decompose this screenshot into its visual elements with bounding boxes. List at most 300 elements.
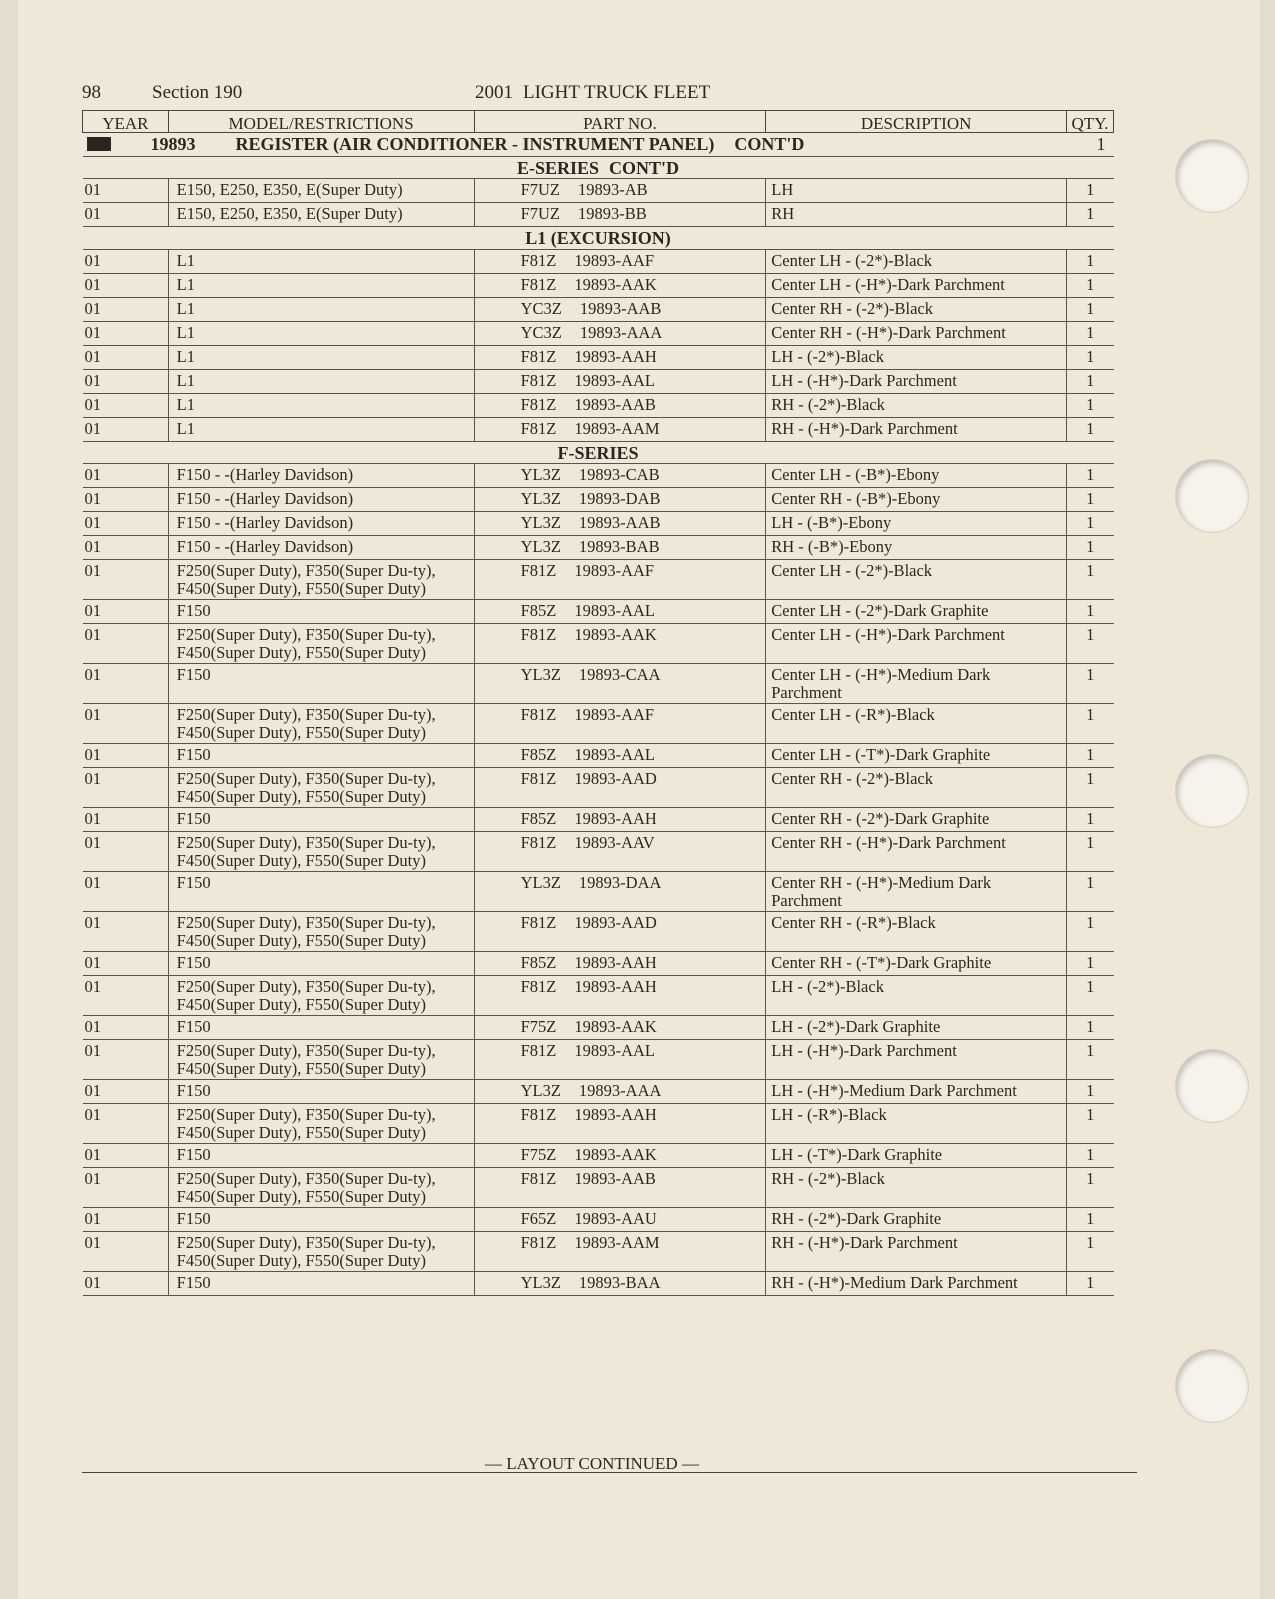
model-cell: F250(Super Duty), F350(Super Du-ty), F450(Super Duty), F550(Super Duty) xyxy=(168,976,474,1016)
table-row xyxy=(83,872,1114,912)
part-prefix: F81Z xyxy=(520,1041,557,1060)
series-heading-row xyxy=(83,441,1114,464)
part-prefix: F81Z xyxy=(520,769,557,788)
description-cell: Center LH - (-H*)-Dark Parchment xyxy=(766,273,1067,297)
model-cell: F250(Super Duty), F350(Super Du-ty), F450(Super Duty), F550(Super Duty) xyxy=(168,832,474,872)
year-cell: 01 xyxy=(83,1144,169,1168)
year-cell: 01 xyxy=(83,832,169,872)
part-base: 19893-AAH xyxy=(574,809,657,828)
year-cell: 01 xyxy=(83,273,169,297)
binder-hole xyxy=(1176,140,1248,212)
table-row xyxy=(83,464,1114,488)
year-cell: 01 xyxy=(83,464,169,488)
table-row xyxy=(83,203,1114,227)
part-number-cell xyxy=(474,560,766,600)
description-cell: Center RH - (-H*)-Dark Parchment xyxy=(766,832,1067,872)
part-base: 19893-AAD xyxy=(574,913,657,932)
description-cell: Center LH - (-T*)-Dark Graphite xyxy=(766,744,1067,768)
part-number-cell xyxy=(474,1208,766,1232)
model-cell: L1 xyxy=(168,345,474,369)
part-number-cell xyxy=(474,744,766,768)
model-cell: F150 xyxy=(168,1272,474,1296)
model-cell: F250(Super Duty), F350(Super Du-ty), F450(Super Duty), F550(Super Duty) xyxy=(168,624,474,664)
description-cell: LH - (-2*)-Black xyxy=(766,345,1067,369)
part-prefix: F81Z xyxy=(520,1233,557,1252)
part-base: 19893-BAA xyxy=(578,1273,661,1292)
year-cell: 01 xyxy=(83,1208,169,1232)
part-number-cell xyxy=(474,704,766,744)
year-cell: 01 xyxy=(83,297,169,321)
qty-cell: 1 xyxy=(1067,912,1114,952)
part-number-cell xyxy=(474,872,766,912)
table-row xyxy=(83,488,1114,512)
part-base: 19893-AAB xyxy=(574,394,656,414)
model-cell: F250(Super Duty), F350(Super Du-ty), F450(Super Duty), F550(Super Duty) xyxy=(168,912,474,952)
description-cell: Center RH - (-T*)-Dark Graphite xyxy=(766,952,1067,976)
part-prefix: F81Z xyxy=(520,418,557,438)
part-prefix: F81Z xyxy=(520,274,557,294)
series-title: F-SERIES xyxy=(557,442,639,463)
year-cell: 01 xyxy=(83,393,169,417)
table-row xyxy=(83,1208,1114,1232)
part-number-cell xyxy=(474,345,766,369)
part-base: 19893-AAA xyxy=(578,1081,662,1100)
table-row xyxy=(83,952,1114,976)
part-number-cell xyxy=(474,600,766,624)
register-heading-row xyxy=(83,133,1114,157)
qty-cell: 1 xyxy=(1067,744,1114,768)
table-row xyxy=(83,664,1114,704)
part-prefix: YL3Z xyxy=(520,1081,561,1100)
part-base: 19893-AAM xyxy=(574,418,660,438)
table-row xyxy=(83,393,1114,417)
table-row xyxy=(83,1080,1114,1104)
year-cell: 01 xyxy=(83,704,169,744)
binder-hole xyxy=(1176,1350,1248,1422)
qty-cell: 1 xyxy=(1067,1168,1114,1208)
table-row xyxy=(83,704,1114,744)
description-cell: Center LH - (-H*)-Medium Dark Parchment xyxy=(766,664,1067,704)
qty-cell: 1 xyxy=(1067,249,1114,273)
part-prefix: F81Z xyxy=(520,394,557,414)
table-row xyxy=(83,1232,1114,1272)
model-cell: F150 xyxy=(168,664,474,704)
description-cell: RH - (-H*)-Dark Parchment xyxy=(766,1232,1067,1272)
part-prefix: F7UZ xyxy=(520,204,560,223)
register-qty: 1 xyxy=(1096,134,1106,154)
part-number-cell xyxy=(474,1168,766,1208)
qty-cell: 1 xyxy=(1067,488,1114,512)
part-number-cell xyxy=(474,1040,766,1080)
part-number-cell xyxy=(474,1144,766,1168)
part-prefix: F81Z xyxy=(520,250,557,270)
part-number-cell xyxy=(474,1080,766,1104)
part-number-cell xyxy=(474,912,766,952)
year-cell: 01 xyxy=(83,1168,169,1208)
part-base: 19893-AAA xyxy=(579,322,663,342)
part-base: 19893-CAB xyxy=(578,465,660,484)
series-heading xyxy=(83,441,1114,464)
part-prefix: YC3Z xyxy=(520,322,562,342)
part-base: 19893-AAB xyxy=(579,298,662,318)
part-base: 19893-AAH xyxy=(574,346,657,366)
description-cell: RH - (-H*)-Dark Parchment xyxy=(766,417,1067,441)
part-number-cell xyxy=(474,488,766,512)
table-row xyxy=(83,417,1114,441)
part-prefix: F81Z xyxy=(520,370,557,390)
part-number-cell xyxy=(474,1016,766,1040)
part-base: 19893-AAV xyxy=(574,833,655,852)
description-cell: Center LH - (-2*)-Black xyxy=(766,249,1067,273)
model-cell: F250(Super Duty), F350(Super Du-ty), F450(Super Duty), F550(Super Duty) xyxy=(168,768,474,808)
series-heading xyxy=(83,227,1114,250)
model-cell: L1 xyxy=(168,369,474,393)
table-row xyxy=(83,536,1114,560)
part-base: 19893-DAA xyxy=(578,873,662,892)
description-cell: RH - (-H*)-Medium Dark Parchment xyxy=(766,1272,1067,1296)
part-base: 19893-BB xyxy=(578,204,647,223)
page-title xyxy=(475,82,710,104)
year-cell: 01 xyxy=(83,624,169,664)
part-number-cell xyxy=(474,768,766,808)
qty-cell: 1 xyxy=(1067,1040,1114,1080)
table-row xyxy=(83,1104,1114,1144)
table-row xyxy=(83,832,1114,872)
model-cell: L1 xyxy=(168,297,474,321)
part-number-cell xyxy=(474,297,766,321)
table-row xyxy=(83,600,1114,624)
series-heading xyxy=(83,156,1114,179)
part-prefix: F81Z xyxy=(520,1105,557,1124)
register-cont: CONT'D xyxy=(734,134,805,154)
series-cont: CONT'D xyxy=(609,157,680,178)
table-row xyxy=(83,273,1114,297)
description-cell: RH - (-B*)-Ebony xyxy=(766,536,1067,560)
qty-cell: 1 xyxy=(1067,417,1114,441)
description-cell: LH xyxy=(766,179,1067,203)
part-number-cell xyxy=(474,203,766,227)
part-number-cell xyxy=(474,273,766,297)
year-cell: 01 xyxy=(83,321,169,345)
binder-hole xyxy=(1176,1050,1248,1122)
part-prefix: F81Z xyxy=(520,625,557,644)
year-cell: 01 xyxy=(83,488,169,512)
register-heading xyxy=(83,133,1114,157)
description-cell: LH - (-R*)-Black xyxy=(766,1104,1067,1144)
description-cell: RH xyxy=(766,203,1067,227)
year-cell: 01 xyxy=(83,1104,169,1144)
table-row xyxy=(83,912,1114,952)
qty-cell: 1 xyxy=(1067,1208,1114,1232)
table-row xyxy=(83,1144,1114,1168)
parts-table-body xyxy=(83,133,1114,1296)
model-cell: F150 xyxy=(168,600,474,624)
qty-cell: 1 xyxy=(1067,768,1114,808)
model-cell: F250(Super Duty), F350(Super Du-ty), F450(Super Duty), F550(Super Duty) xyxy=(168,1040,474,1080)
model-cell: F150 xyxy=(168,1144,474,1168)
description-cell: Center RH - (-2*)-Dark Graphite xyxy=(766,808,1067,832)
model-cell: F150 xyxy=(168,1208,474,1232)
description-cell: RH - (-2*)-Black xyxy=(766,393,1067,417)
part-prefix: YL3Z xyxy=(520,537,561,556)
part-prefix: YL3Z xyxy=(520,513,561,532)
table-row xyxy=(83,808,1114,832)
year-cell: 01 xyxy=(83,369,169,393)
part-base: 19893-AAK xyxy=(574,1145,657,1164)
description-cell: Center RH - (-B*)-Ebony xyxy=(766,488,1067,512)
layout-continued-note: — LAYOUT CONTINUED — xyxy=(485,1454,699,1473)
qty-cell: 1 xyxy=(1067,273,1114,297)
description-cell: Center LH - (-2*)-Black xyxy=(766,560,1067,600)
part-prefix: YL3Z xyxy=(520,873,561,892)
table-row xyxy=(83,512,1114,536)
part-prefix: F7UZ xyxy=(520,180,560,199)
part-number-cell xyxy=(474,369,766,393)
part-base: 19893-AAD xyxy=(574,769,657,788)
description-cell: LH - (-2*)-Dark Graphite xyxy=(766,1016,1067,1040)
qty-cell: 1 xyxy=(1067,1232,1114,1272)
part-number-cell xyxy=(474,417,766,441)
year-cell: 01 xyxy=(83,976,169,1016)
year-cell: 01 xyxy=(83,179,169,203)
part-base: 19893-AB xyxy=(578,180,648,199)
series-title: L1 (EXCURSION) xyxy=(525,228,671,248)
binder-hole xyxy=(1176,755,1248,827)
part-number-cell xyxy=(474,832,766,872)
year-cell: 01 xyxy=(83,912,169,952)
footer-rule xyxy=(82,1472,1137,1473)
description-cell: LH - (-B*)-Ebony xyxy=(766,512,1067,536)
qty-cell: 1 xyxy=(1067,664,1114,704)
title-text: LIGHT TRUCK FLEET xyxy=(523,82,711,103)
column-header-row xyxy=(83,111,1114,133)
series-heading-row xyxy=(83,227,1114,250)
description-cell: RH - (-2*)-Black xyxy=(766,1168,1067,1208)
table-row xyxy=(83,369,1114,393)
year-cell: 01 xyxy=(83,203,169,227)
model-cell: F150 xyxy=(168,952,474,976)
model-cell: F150 - -(Harley Davidson) xyxy=(168,536,474,560)
table-row xyxy=(83,179,1114,203)
part-base: 19893-AAF xyxy=(574,561,655,580)
part-base: 19893-AAH xyxy=(574,1105,657,1124)
qty-cell: 1 xyxy=(1067,179,1114,203)
year-cell: 01 xyxy=(83,512,169,536)
section-label: Section 190 xyxy=(152,82,243,103)
qty-cell: 1 xyxy=(1067,872,1114,912)
part-number-cell xyxy=(474,1272,766,1296)
year-cell: 01 xyxy=(83,768,169,808)
description-cell: Center RH - (-H*)-Medium Dark Parchment xyxy=(766,872,1067,912)
table-row xyxy=(83,1016,1114,1040)
description-cell: Center RH - (-H*)-Dark Parchment xyxy=(766,321,1067,345)
model-cell: L1 xyxy=(168,321,474,345)
part-prefix: F85Z xyxy=(520,809,557,828)
col-year-header: YEAR xyxy=(83,111,169,133)
part-number-cell xyxy=(474,249,766,273)
part-number-cell xyxy=(474,1104,766,1144)
part-prefix: F81Z xyxy=(520,705,557,724)
part-base: 19893-AAB xyxy=(574,1169,656,1188)
table-row xyxy=(83,345,1114,369)
qty-cell: 1 xyxy=(1067,1272,1114,1296)
part-prefix: F85Z xyxy=(520,745,557,764)
part-prefix: F85Z xyxy=(520,601,557,620)
description-cell: Center LH - (-B*)-Ebony xyxy=(766,464,1067,488)
model-cell: F150 - -(Harley Davidson) xyxy=(168,464,474,488)
part-number-cell xyxy=(474,464,766,488)
year-cell: 01 xyxy=(83,952,169,976)
part-prefix: YL3Z xyxy=(520,665,561,684)
description-cell: LH - (-2*)-Black xyxy=(766,976,1067,1016)
part-number-cell xyxy=(474,536,766,560)
part-number-cell xyxy=(474,664,766,704)
part-prefix: YL3Z xyxy=(520,465,561,484)
year-cell: 01 xyxy=(83,1272,169,1296)
description-cell: Center RH - (-2*)-Black xyxy=(766,297,1067,321)
qty-cell: 1 xyxy=(1067,297,1114,321)
part-prefix: F81Z xyxy=(520,977,557,996)
page-number: 98 xyxy=(82,82,101,103)
model-cell: F250(Super Duty), F350(Super Du-ty), F450(Super Duty), F550(Super Duty) xyxy=(168,704,474,744)
year-cell: 01 xyxy=(83,417,169,441)
qty-cell: 1 xyxy=(1067,1144,1114,1168)
model-cell: F250(Super Duty), F350(Super Du-ty), F450(Super Duty), F550(Super Duty) xyxy=(168,1232,474,1272)
year-cell: 01 xyxy=(83,600,169,624)
qty-cell: 1 xyxy=(1067,976,1114,1016)
description-cell: LH - (-H*)-Dark Parchment xyxy=(766,1040,1067,1080)
part-base: 19893-CAA xyxy=(578,665,661,684)
part-base: 19893-AAH xyxy=(574,953,657,972)
part-base: 19893-AAL xyxy=(574,745,655,764)
part-base: 19893-AAK xyxy=(574,1017,657,1036)
part-prefix: F81Z xyxy=(520,561,557,580)
qty-cell: 1 xyxy=(1067,203,1114,227)
table-row xyxy=(83,976,1114,1016)
part-base: 19893-AAF xyxy=(574,705,655,724)
model-cell: L1 xyxy=(168,249,474,273)
part-base: 19893-DAB xyxy=(578,489,661,508)
part-number-cell xyxy=(474,393,766,417)
model-cell: F150 - -(Harley Davidson) xyxy=(168,512,474,536)
parts-table xyxy=(82,110,1114,1296)
qty-cell: 1 xyxy=(1067,1080,1114,1104)
model-cell: F150 xyxy=(168,744,474,768)
qty-cell: 1 xyxy=(1067,321,1114,345)
model-cell: F150 xyxy=(168,1080,474,1104)
qty-cell: 1 xyxy=(1067,536,1114,560)
description-cell: Center LH - (-2*)-Dark Graphite xyxy=(766,600,1067,624)
col-description-header: DESCRIPTION xyxy=(766,111,1067,133)
table-row xyxy=(83,624,1114,664)
table-row xyxy=(83,560,1114,600)
part-prefix: F75Z xyxy=(520,1145,557,1164)
table-row xyxy=(83,321,1114,345)
qty-cell: 1 xyxy=(1067,952,1114,976)
year-cell: 01 xyxy=(83,808,169,832)
qty-cell: 1 xyxy=(1067,560,1114,600)
model-cell: F250(Super Duty), F350(Super Du-ty), F450(Super Duty), F550(Super Duty) xyxy=(168,560,474,600)
part-base: 19893-AAL xyxy=(574,370,655,390)
qty-cell: 1 xyxy=(1067,464,1114,488)
binder-hole xyxy=(1176,460,1248,532)
year-cell: 01 xyxy=(83,345,169,369)
model-cell: E150, E250, E350, E(Super Duty) xyxy=(168,179,474,203)
part-base: 19893-AAF xyxy=(574,250,655,270)
description-cell: Center RH - (-R*)-Black xyxy=(766,912,1067,952)
col-model-header: MODEL/RESTRICTIONS xyxy=(168,111,474,133)
table-row xyxy=(83,249,1114,273)
table-row xyxy=(83,1168,1114,1208)
model-cell: F250(Super Duty), F350(Super Du-ty), F450(Super Duty), F550(Super Duty) xyxy=(168,1104,474,1144)
part-base: 19893-AAL xyxy=(574,601,655,620)
model-cell: L1 xyxy=(168,417,474,441)
qty-cell: 1 xyxy=(1067,1016,1114,1040)
year-cell: 01 xyxy=(83,1080,169,1104)
part-prefix: F81Z xyxy=(520,913,557,932)
series-heading-row xyxy=(83,156,1114,179)
description-cell: RH - (-2*)-Dark Graphite xyxy=(766,1208,1067,1232)
description-cell: LH - (-T*)-Dark Graphite xyxy=(766,1144,1067,1168)
part-base: 19893-AAH xyxy=(574,977,657,996)
model-cell: F150 xyxy=(168,872,474,912)
description-cell: LH - (-H*)-Medium Dark Parchment xyxy=(766,1080,1067,1104)
col-qty-header: QTY. xyxy=(1067,111,1114,133)
model-cell: E150, E250, E350, E(Super Duty) xyxy=(168,203,474,227)
part-number-cell xyxy=(474,952,766,976)
year-cell: 01 xyxy=(83,744,169,768)
part-number-cell xyxy=(474,808,766,832)
year-cell: 01 xyxy=(83,1016,169,1040)
qty-cell: 1 xyxy=(1067,512,1114,536)
part-number-cell xyxy=(474,321,766,345)
qty-cell: 1 xyxy=(1067,393,1114,417)
year-cell: 01 xyxy=(83,872,169,912)
part-number-cell xyxy=(474,1232,766,1272)
model-cell: F150 - -(Harley Davidson) xyxy=(168,488,474,512)
table-row xyxy=(83,744,1114,768)
model-cell: F150 xyxy=(168,808,474,832)
description-cell: LH - (-H*)-Dark Parchment xyxy=(766,369,1067,393)
model-cell: F150 xyxy=(168,1016,474,1040)
model-cell: L1 xyxy=(168,273,474,297)
qty-cell: 1 xyxy=(1067,832,1114,872)
qty-cell: 1 xyxy=(1067,704,1114,744)
qty-cell: 1 xyxy=(1067,345,1114,369)
page-header xyxy=(82,82,1102,108)
part-prefix: F75Z xyxy=(520,1017,557,1036)
part-number-cell xyxy=(474,624,766,664)
part-base: 19893-AAK xyxy=(574,274,657,294)
part-number-cell xyxy=(474,976,766,1016)
qty-cell: 1 xyxy=(1067,600,1114,624)
part-prefix: F81Z xyxy=(520,833,557,852)
part-base: 19893-AAU xyxy=(574,1209,657,1228)
part-prefix: YL3Z xyxy=(520,1273,561,1292)
model-cell: F250(Super Duty), F350(Super Du-ty), F450(Super Duty), F550(Super Duty) xyxy=(168,1168,474,1208)
model-cell: L1 xyxy=(168,393,474,417)
register-code: 19893 xyxy=(150,134,196,154)
year-cell: 01 xyxy=(83,560,169,600)
part-base: 19893-AAL xyxy=(574,1041,655,1060)
part-prefix: F81Z xyxy=(520,1169,557,1188)
part-prefix: F85Z xyxy=(520,953,557,972)
series-title: E-SERIES xyxy=(516,157,600,178)
part-prefix: YL3Z xyxy=(520,489,561,508)
table-row xyxy=(83,1272,1114,1296)
description-cell: Center LH - (-R*)-Black xyxy=(766,704,1067,744)
part-prefix: YC3Z xyxy=(520,298,562,318)
